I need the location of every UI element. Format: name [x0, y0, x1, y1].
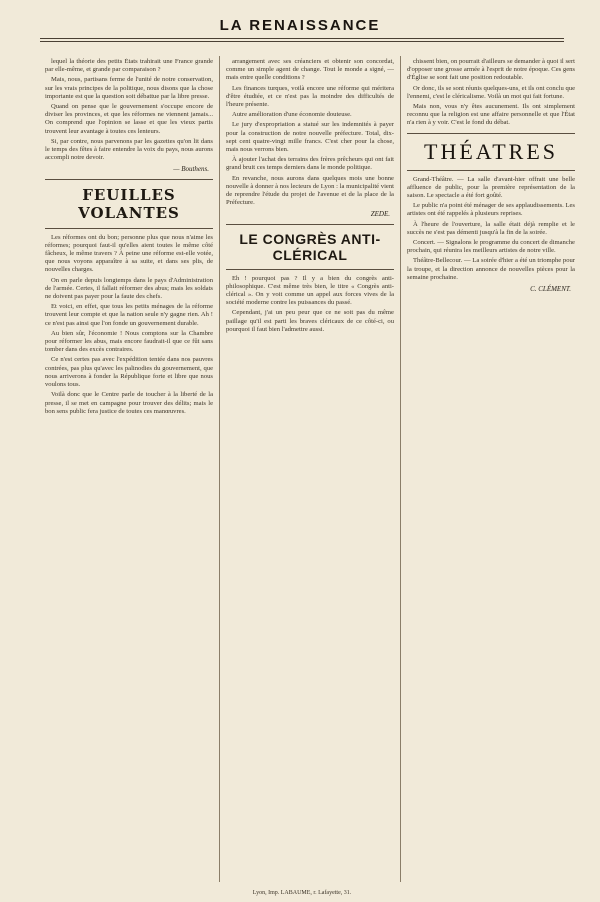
column-1	[45, 58, 213, 884]
paragraph: Le jury d'expropriation a statué sur les indemnités à payer pour la construction de notre nouvelle préfecture. Total, dix-sept cent quatre-vingt mille francs. C'est cher pour la chose, mais nous verrons bien.	[226, 121, 394, 154]
column-divider-1	[219, 56, 220, 882]
section-divider	[407, 133, 575, 134]
paragraph: En revanche, nous aurons dans quelques mois une bonne nouvelle à donner à nos lecteurs de Lyon : la municipalité vient de reprendre l'étude du projet de l'avenue et de la place de la Préfecture.	[226, 174, 394, 207]
paragraph: Théâtre-Bellecour. — La soirée d'hier a été un triomphe pour la troupe, et la direction annonce de nouvelles pièces pour la semaine prochaine.	[407, 257, 575, 281]
paragraph: Le public n'a point été ménager de ses applaudissements. Les artistes ont été rappelés à plusieurs reprises.	[407, 202, 575, 218]
section-divider	[45, 228, 213, 229]
paragraph: Quand on pense que le gouvernement s'occupe encore de diviser les provinces, et que les réformes ne viennent jamais... On comprend que l'opinion se lasse et que les vieux partis trouvent leur avantage à toutes ces lenteurs.	[45, 103, 213, 135]
paragraph: Mais, nous, partisans ferme de l'unité de notre conservation, sur les vrais principes de la politique, nous disons que la chose importante est que la question soit débattue par la libre presse.	[45, 76, 213, 100]
paragraph: arrangement avec ses créanciers et obtenir son concordat, comme un simple agent de change. Tout le monde a signé, — mais entre quelle conditions ?	[226, 58, 394, 82]
paragraph: Autre amélioration d'une économie douteuse.	[232, 111, 352, 119]
paragraph: Eh ! pourquoi pas ? Il y a bien du congrès anti-philosophique. C'est même très bien, le titre « Congrès anti-clérical ». On y voit comme un appel aux forces vives de la société moderne contre les puissances du passé.	[226, 274, 394, 307]
paragraph: Et voici, en effet, que tous les petits ménages de la réforme trouvent leur compte et que la nation seule n'y gagne rien. Ah ! ce n'est pas ainsi que l'on fonde un gouvernement durable.	[45, 303, 213, 327]
masthead-title: LA RENAISSANCE	[219, 17, 381, 34]
paragraph: lequel la théorie des petits États trahirait une France grande par elle-même, et grande par comparaison ?	[45, 58, 213, 74]
section-divider	[226, 224, 394, 225]
paragraph: Cependant, j'ai un peu peur que ce ne soit pas du même paillage qu'il est parti les braves cléricaux de ce côté-ci, ou pourquoi il faut bien l'admettre aussi.	[226, 309, 394, 333]
paragraph: Grand-Théâtre. — La salle d'avant-hier offrait une belle affluence de public, pour la première représentation de la saison. Le spectacle a été fort goûté.	[407, 175, 575, 200]
paragraph: On en parle depuis longtemps dans le pays d'Administration de l'armée. Certes, il fallait réformer des abus; mais les soldats ne doivent pas payer pour la faute des chefs.	[45, 276, 213, 301]
section-title-theatres: THÉATRES	[424, 138, 558, 164]
paragraph: Ce n'est certes pas avec l'expédition tentée dans nos pauvres contrées, pas plus qu'avec les palinodies du gouvernement, que nous arriverons à fonder la République forte et libre que nous voulons tous.	[45, 356, 213, 389]
section-title-feuilles-volantes: FEUILLES VOLANTES	[78, 185, 180, 222]
imprint-footer: Lyon, Imp. LABAUME, r. Lafayette, 31.	[252, 890, 352, 896]
section-divider	[226, 269, 394, 270]
paragraph: À ajouter l'achat des terrains des frères prêcheurs qui ont fait grand bruit ces temps derniers dans le monde politique.	[226, 156, 394, 172]
paragraph: Les réformes ont du bon; personne plus que nous n'aime les réformes; pourquoi faut-il qu'elles aient toutes le même côté fâcheux, le même travers ? À peine une réforme est-elle votée, que nous voyons apparaître à sa suite, et dans ses plis, de nouvelles charges.	[45, 233, 213, 274]
masthead-rule-top	[40, 38, 564, 39]
paragraph: À l'heure de l'ouverture, la salle était déjà remplie et le succès ne s'est pas démenti jusqu'à la fin de la soirée.	[407, 220, 575, 236]
paragraph: Les finances turques, voilà encore une réforme qui méritera d'être étudiée, et ce n'est pas la moindre des difficultés de l'heure présente.	[226, 84, 394, 109]
signature: ZEDE.	[370, 210, 390, 219]
column-3	[407, 58, 575, 884]
section-title-congres-anticlerical: LE CONGRÈS ANTI-CLÉRICAL	[239, 230, 381, 263]
masthead	[0, 0, 600, 50]
section-divider	[407, 170, 575, 171]
paragraph: Concert. — Signalons le programme du concert de dimanche prochain, qui réunira les meilleurs artistes de notre ville.	[407, 239, 575, 255]
paragraph: Au bien sûr, l'économie ! Nous comptons sur la Chambre pour réformer les abus, mais encore faudrait-il que ce fût sans tomber dans des excès contraires.	[45, 329, 213, 354]
signature: — Bouthens.	[173, 165, 209, 174]
paragraph: chissent bien, on pourrait d'ailleurs se demander à quoi il sert d'opposer une grosse armée à l'esprit de notre époque. Ces gens d'Église se sont fait une position redoutable.	[407, 58, 575, 82]
paragraph: Voilà donc que le Centre parle de toucher à la liberté de la presse, il se met en campagne pour trouver des délits; mais le bon sens public fera justice de toutes ces manœuvres.	[45, 391, 213, 415]
signature: C. CLÉMENT.	[530, 285, 571, 294]
column-divider-2	[400, 56, 401, 882]
masthead-rule-bottom	[40, 41, 564, 42]
paragraph: Or donc, ils se sont réunis quelques-uns, et ils ont conclu que l'ennemi, c'est le cléricalisme. Voilà un mot qui fait fortune.	[407, 84, 575, 100]
paragraph: Mais non, vous n'y êtes aucunement. Ils ont simplement reconnu que la religion est une affaire personnelle et que l'État n'a rien à y voir. C'est le fond du débat.	[407, 103, 575, 127]
paragraph: Si, par contre, nous parvenons par les gazettes qu'on lit dans le temps des fêtes à faire entendre la voix du pays, nous aurons accompli notre devoir.	[45, 137, 213, 162]
section-divider	[45, 179, 213, 180]
column-2	[226, 58, 394, 884]
